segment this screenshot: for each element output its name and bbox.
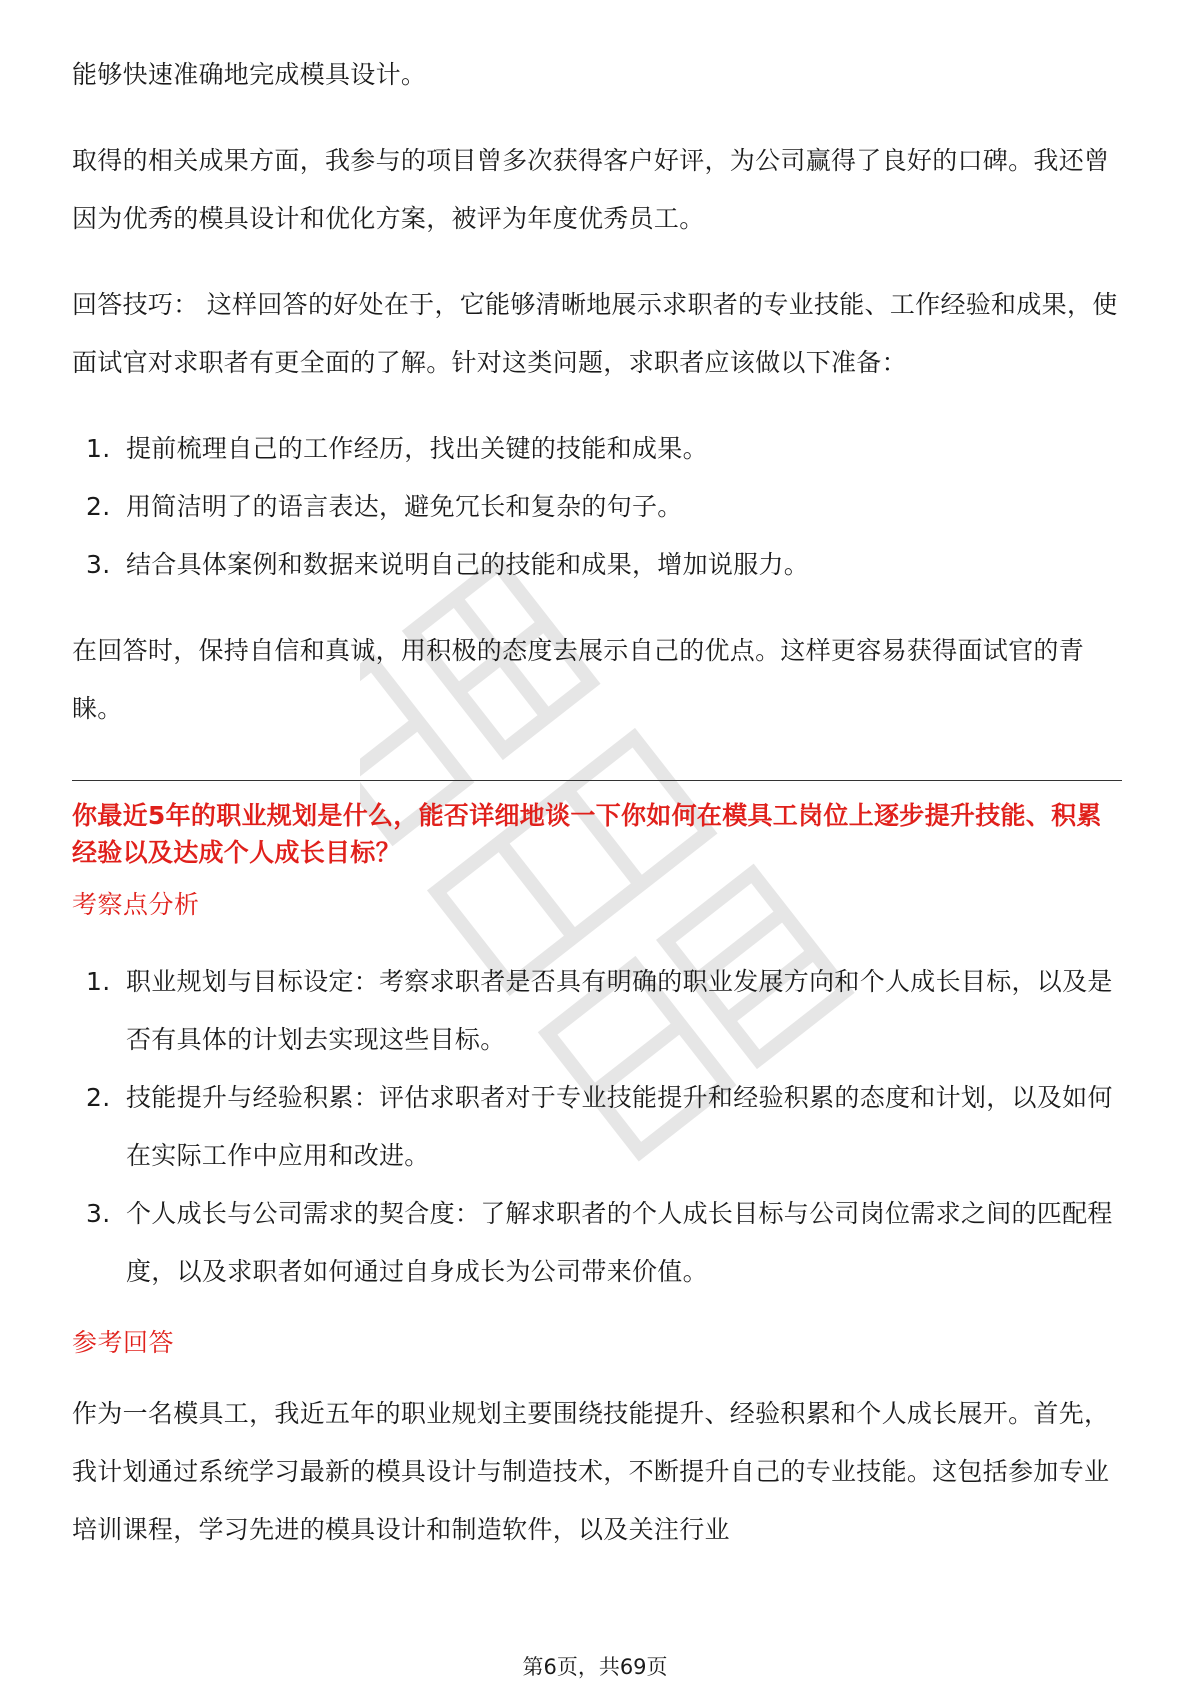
analysis-heading: 考察点分析 bbox=[72, 890, 200, 919]
list-item bbox=[72, 478, 1122, 536]
list-text: 用简洁明了的语言表达，避免冗长和复杂的句子。 bbox=[126, 492, 683, 521]
list-text: 结合具体案例和数据来说明自己的技能和成果，增加说服力。 bbox=[126, 550, 810, 579]
list-number: 3. bbox=[86, 1199, 111, 1228]
list-text: 职业规划与目标设定：考察求职者是否具有明确的职业发展方向和个人成长目标，以及是否有具体的计划去实现这些目标。 bbox=[126, 967, 1113, 1054]
list-text: 提前梳理自己的工作经历，找出关键的技能和成果。 bbox=[126, 434, 708, 463]
interview-question: 你最近5年的职业规划是什么，能否详细地谈一下你如何在模具工岗位上逐步提升技能、积累经验以及达成个人成长目标？ bbox=[72, 801, 1102, 867]
list-item bbox=[72, 536, 1122, 594]
list-number: 2. bbox=[86, 492, 111, 521]
paragraph-reference-answer: 作为一名模具工，我近五年的职业规划主要围绕技能提升、经验积累和个人成长展开。首先，我计划通过系统学习最新的模具设计与制造技术，不断提升自己的专业技能。这包括参加专业培训课程，学习先进的模具设计和制造软件，以及关注行业 bbox=[72, 1399, 1110, 1544]
list-text: 个人成长与公司需求的契合度：了解求职者的个人成长目标与公司岗位需求之间的匹配程度，以及求职者如何通过自身成长为公司带来价值。 bbox=[126, 1199, 1113, 1286]
list-text: 技能提升与经验积累：评估求职者对于专业技能提升和经验积累的态度和计划，以及如何在实际工作中应用和改进。 bbox=[126, 1083, 1113, 1170]
list-item bbox=[72, 420, 1122, 478]
list-number: 1. bbox=[86, 967, 111, 996]
page-content bbox=[72, 46, 1122, 1559]
list-number: 3. bbox=[86, 550, 111, 579]
list-number: 2. bbox=[86, 1083, 111, 1112]
list-item bbox=[72, 953, 1122, 1069]
paragraph-answer-tips: 回答技巧： 这样回答的好处在于，它能够清晰地展示求职者的专业技能、工作经验和成果，使面试官对求职者有更全面的了解。针对这类问题，求职者应该做以下准备： bbox=[72, 290, 1118, 377]
paragraph-closing-advice: 在回答时，保持自信和真诚，用积极的态度去展示自己的优点。这样更容易获得面试官的青睐。 bbox=[72, 636, 1085, 723]
paragraph-intro-end: 能够快速准确地完成模具设计。 bbox=[72, 60, 427, 89]
list-number: 1. bbox=[86, 434, 111, 463]
paragraph-achievements: 取得的相关成果方面，我参与的项目曾多次获得客户好评，为公司赢得了良好的口碑。我还曾因为优秀的模具设计和优化方案，被评为年度优秀员工。 bbox=[72, 146, 1110, 233]
page-number: 第6页，共69页 bbox=[522, 1655, 668, 1679]
list-item bbox=[72, 1185, 1122, 1301]
list-item bbox=[72, 1069, 1122, 1185]
analysis-list bbox=[72, 953, 1122, 1301]
prep-list bbox=[72, 420, 1122, 594]
reference-heading: 参考回答 bbox=[72, 1328, 175, 1357]
